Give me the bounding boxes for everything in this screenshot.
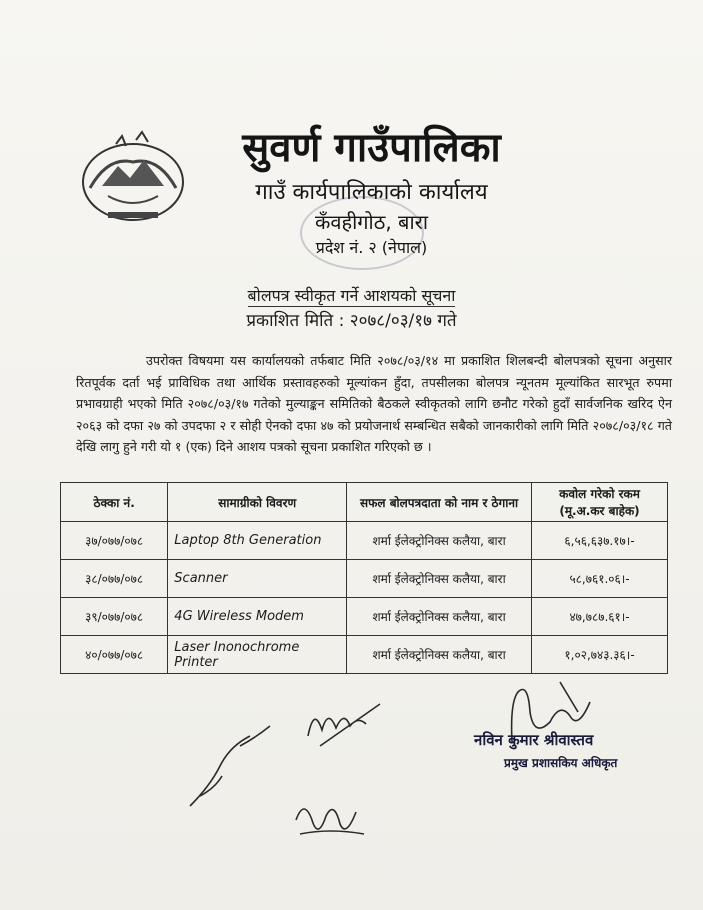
table-row bbox=[61, 560, 668, 598]
office-name: गाउँ कार्यपालिकाको कार्यालय bbox=[255, 180, 488, 205]
contract-no: ३७/०७७/०७८ bbox=[61, 522, 168, 560]
office-location: कँवहीगोठ, बारा bbox=[314, 210, 428, 234]
bidder: शर्मा ईलेक्ट्रोनिक्स कलैया, बारा bbox=[347, 560, 532, 598]
item-description: Laptop 8th Generation bbox=[168, 522, 347, 560]
column-header: सफल बोलपत्रदाता को नाम र ठेगाना bbox=[347, 483, 532, 522]
province: प्रदेश नं. २ (नेपाल) bbox=[315, 238, 428, 257]
contract-no: ३९/०७७/०७८ bbox=[61, 598, 168, 636]
column-header: ठेक्का नं. bbox=[61, 483, 168, 522]
bid-table bbox=[60, 482, 668, 674]
published-date: प्रकाशित मिति : २०७८/०३/१७ गते bbox=[246, 311, 457, 331]
bidder: शर्मा ईलेक्ट्रोनिक्स कलैया, बारा bbox=[347, 522, 532, 560]
item-description: Scanner bbox=[168, 560, 347, 598]
bid-amount: ४७,७८७.६१।- bbox=[532, 598, 668, 636]
column-header: कवोल गरेको रकम (मू.अ.कर बाहेक) bbox=[532, 483, 668, 522]
bid-amount: १,०२,७४३.३६।- bbox=[532, 636, 668, 674]
contract-no: ३८/०७७/०७८ bbox=[61, 560, 168, 598]
bid-amount: ६,५६,६३७.१७।- bbox=[532, 522, 668, 560]
signatory-block bbox=[474, 730, 674, 771]
bidder: शर्मा ईलेक्ट्रोनिक्स कलैया, बारा bbox=[347, 636, 532, 674]
contract-no: ४०/०७७/०७८ bbox=[61, 636, 168, 674]
bid-amount: ५८,७६१.०६।- bbox=[532, 560, 668, 598]
column-header: सामाग्रीको विवरण bbox=[168, 483, 347, 522]
table-header-row bbox=[61, 483, 668, 522]
table-row bbox=[61, 636, 668, 674]
notice-body: उपरोक्त विषयमा यस कार्यालयको तर्फबाट मिति २०७८/०३/१४ मा प्रकाशित शिलबन्दी बोलपत्रको सूचना अनुसार रितपूर्वक दर्ता भई प्राविधिक तथा आर्थिक प्रस्तावहरुको मूल्यांकन हुँदा, तपसीलका बोलपत्र न्यूनतम मूल्यांकित सारभूत रुपमा प्रभावग्राही भएको मिति २०७८/०३/१७ गतेको मुल्याङ्कन समितिको बैठकले स्वीकृतको लागि छनौट गरेको हुदाँ सार्वजनिक खरिद ऐन २०६३ को दफा २७ को उपदफा २ र सोही ऐनको दफा ४७ को प्रयोजनार्थ सम्बन्धित सबैको जानकारीको लागि मिति २०७८/०३/१८ गते देखि लागु हुने गरी यो १ (एक) दिने आशय पत्रको सूचना प्रकाशित गरिएको छ । bbox=[76, 353, 672, 455]
table-row bbox=[61, 598, 668, 636]
item-description: 4G Wireless Modem bbox=[168, 598, 347, 636]
office-stamp-icon bbox=[300, 196, 424, 270]
bidder: शर्मा ईलेक्ट्रोनिक्स कलैया, बारा bbox=[347, 598, 532, 636]
signatory-name: नविन कुमार श्रीवास्तव bbox=[474, 731, 594, 749]
notice-subject: बोलपत्र स्वीकृत गर्ने आशयको सूचना bbox=[247, 286, 456, 305]
signature-1-icon bbox=[180, 716, 280, 816]
table-row bbox=[61, 522, 668, 560]
item-description: Laser Inonochrome Printer bbox=[168, 636, 347, 674]
signature-2-icon bbox=[300, 696, 390, 756]
signature-3-icon bbox=[290, 790, 370, 850]
org-name: सुवर्ण गाउँपालिका bbox=[242, 125, 501, 171]
signatory-role: प्रमुख प्रशासकिय अधिकृत bbox=[504, 756, 618, 770]
